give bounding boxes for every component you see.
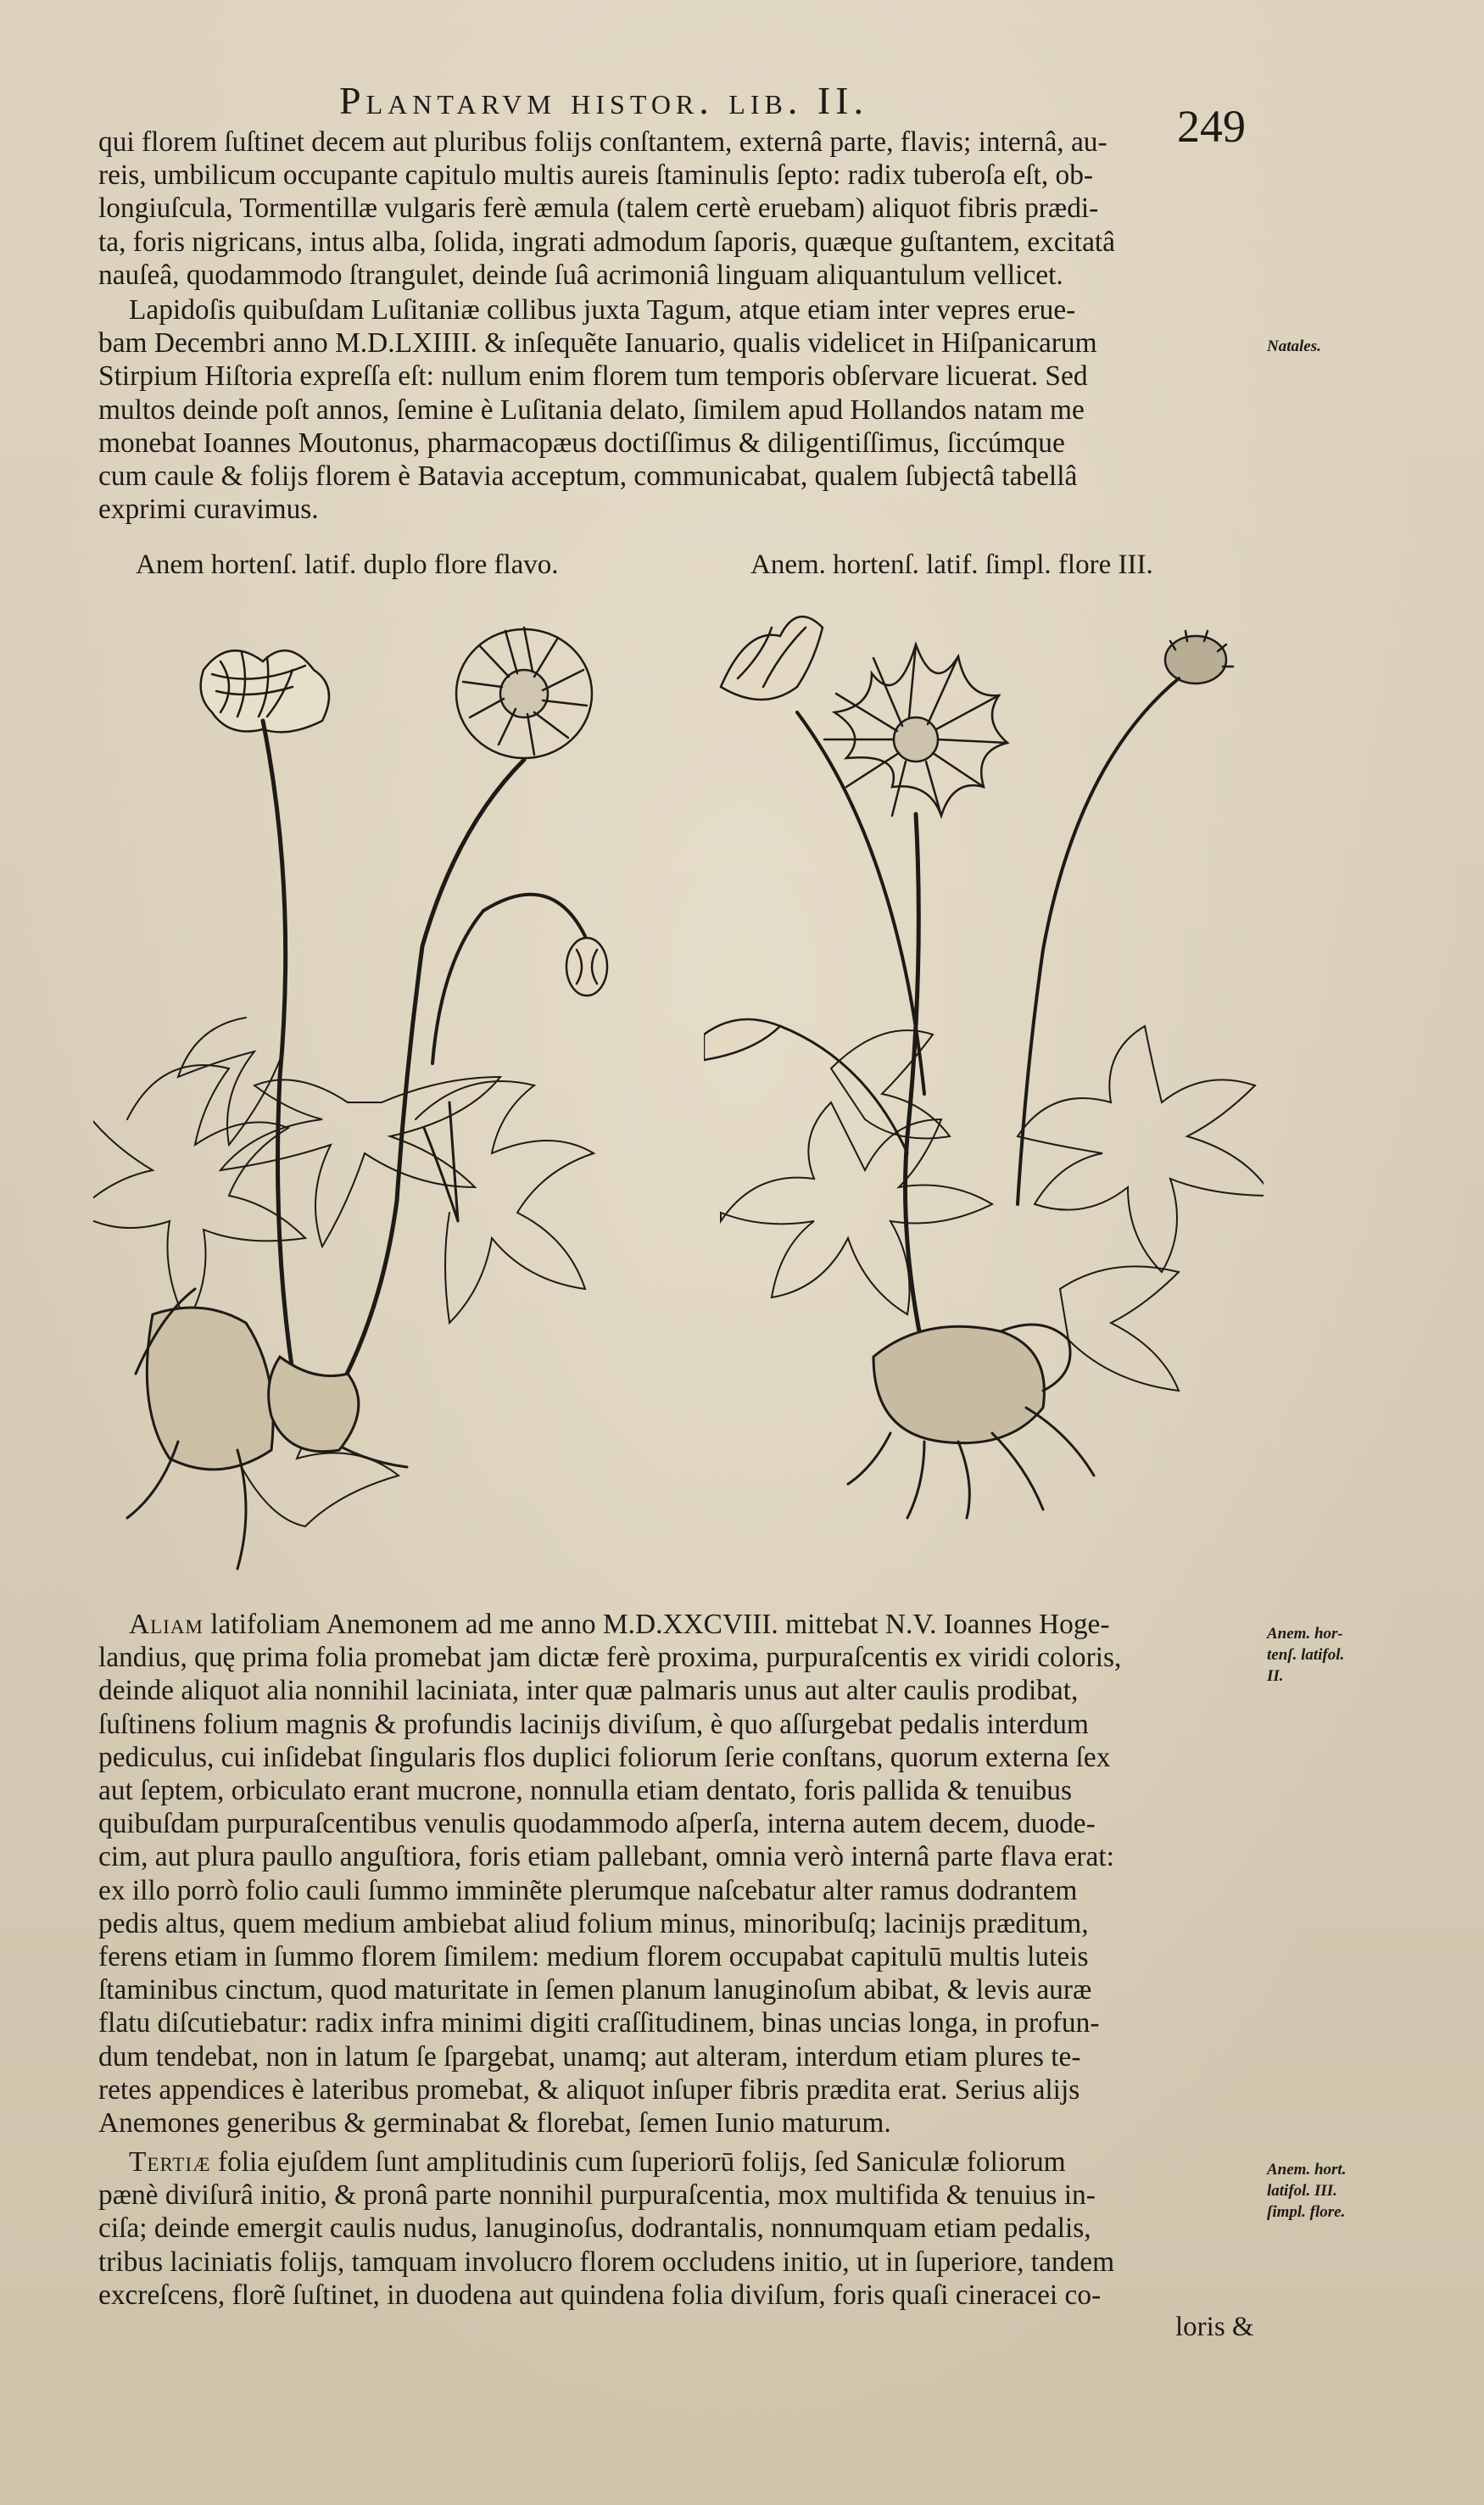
paragraph-4 bbox=[98, 2145, 1252, 2312]
text-line: cim, aut plura paullo anguſtiora, foris etiam pallebant, omnia verò internâ parte flava erat: bbox=[98, 1841, 1114, 1873]
tuberous-root bbox=[848, 1325, 1094, 1518]
text-line: Anemones generibus & germinabat & florebat, ſemen Iunio maturum. bbox=[98, 2107, 891, 2140]
nodding-bud bbox=[704, 1019, 780, 1060]
page-number: 249 bbox=[1177, 101, 1246, 152]
margin-note-line: latifol. III. bbox=[1267, 2182, 1337, 2200]
text-line: cum caule & folijs florem è Batavia acceptum, communicabat, qualem ſubjectâ tabellâ bbox=[98, 460, 1078, 493]
woodcut-anemone-double-flower bbox=[93, 594, 636, 1594]
open-flower-head bbox=[456, 628, 592, 758]
text-line: ciſa; deinde emergit caulis nudus, lanuginoſus, dodrantalis, nonnumquam etiam pedalis, bbox=[98, 2212, 1091, 2245]
running-title: Plantarvm histor. lib. II. bbox=[339, 79, 868, 122]
margin-note-line: Anem. hor- bbox=[1267, 1625, 1343, 1643]
text-line: Stirpium Hiſtoria expreſſa eſt: nullum enim florem tum temporis obſervare licuerat. Sed bbox=[98, 360, 1088, 393]
text-line: pænè diviſurâ initio, & pronâ parte nonnihil purpuraſcentia, mox multifida & tenuius in- bbox=[98, 2179, 1096, 2212]
side-flower-left bbox=[721, 616, 823, 700]
fruiting-head bbox=[1165, 631, 1233, 683]
text-line: ex illo porrò folio cauli ſummo imminẽte plerumque naſcebatur alter ramus dodrantem bbox=[98, 1874, 1078, 1906]
text-line: folia ejuſdem ſunt amplitudinis cum ſuperiorū folijs, ſed Saniculæ foliorum bbox=[217, 2146, 1066, 2178]
text-line: reis, umbilicum occupante capitulo multis aureis ſtaminulis ſepto: radix tuberoſa eſt, ob- bbox=[98, 159, 1094, 192]
plant-illustration-left bbox=[93, 594, 636, 1594]
margin-note-line: II. bbox=[1267, 1667, 1284, 1685]
text-line: pediculus, cui inſidebat ſingularis flos duplici foliorum ſerie conſtans, quorum externa ſex bbox=[98, 1741, 1111, 1773]
text-line: qui florem ſuſtinet decem aut pluribus folijs conſtantem, externâ parte, flavis; internâ, au- bbox=[98, 126, 1107, 158]
woodcut-anemone-single-flower bbox=[704, 594, 1264, 1526]
text-line: quibuſdam purpuraſcentibus venulis quodammodo aſperſa, interna autem decem, duode- bbox=[98, 1808, 1096, 1840]
figure-left-caption: Anem hortenſ. latif. duplo flore flavo. bbox=[136, 550, 559, 580]
figure-right-caption: Anem. hortenſ. latif. ſimpl. flore III. bbox=[750, 550, 1153, 580]
paragraph-2 bbox=[98, 293, 1218, 526]
text-line: bam Decembri anno M.D.LXIIII. & inſequẽte Ianuario, qualis videlicet in Hiſpanicarum bbox=[98, 327, 1097, 360]
text-line: multos deinde poſt annos, ſemine è Luſitania delato, ſimilem apud Hollandos natam me bbox=[98, 393, 1085, 426]
lead-word: Tertiæ bbox=[129, 2146, 211, 2178]
text-line: latifoliam Anemonem ad me anno M.D.XXCVIII. mittebat N.V. Ioannes Hoge- bbox=[210, 1609, 1110, 1640]
flower-bud bbox=[566, 938, 607, 996]
plant-illustration-right bbox=[704, 594, 1264, 1526]
text-line: Lapidoſis quibuſdam Luſitaniæ collibus juxta Tagum, atque etiam inter vepres erue- bbox=[129, 294, 1076, 326]
margin-note-natales: Natales. bbox=[1267, 338, 1321, 355]
text-line: longiuſcula, Tormentillæ vulgaris ferè æmula (talem certè eruebam) aliquot fibris prædi- bbox=[98, 192, 1099, 225]
text-line: exprimi curavimus. bbox=[98, 494, 319, 526]
margin-note-line: ſimpl. flore. bbox=[1267, 2203, 1346, 2221]
text-line: nauſeâ, quodammodo ſtrangulet, deinde ſuâ acrimoniâ linguam aliquantulum vellicet. bbox=[98, 259, 1063, 291]
double-flower-head bbox=[201, 650, 329, 732]
text-line: flatu diſcutiebatur: radix infra minimi digiti craſſitudinem, binas uncias longa, in profun- bbox=[98, 2007, 1100, 2039]
text-line: pedis altus, quem medium ambiebat aliud folium minus, minoribuſq; lacinijs præditum, bbox=[98, 1907, 1089, 1939]
text-line: landius, quę prima folia promebat jam dictæ ferè proxima, purpuraſcentis ex viridi coloris, bbox=[98, 1642, 1122, 1674]
text-line: monebat Ioannes Moutonus, pharmacopæus doctiſſimus & diligentiſſimus, ſiccúmque bbox=[98, 427, 1065, 459]
margin-note-anem-hortens-latifol-2 bbox=[1267, 1623, 1344, 1687]
margin-note-line: Anem. hort. bbox=[1267, 2161, 1347, 2179]
margin-note-line: tenſ. latifol. bbox=[1267, 1646, 1345, 1664]
paragraph-1 bbox=[98, 126, 1218, 292]
text-line: excreſcens, florẽ ſuſtinet, in duodena aut quindena folia diviſum, foris quaſi cineracei co- bbox=[98, 2279, 1102, 2311]
text-line: ſuſtinens folium magnis & profundis lacinijs diviſum, è quo aſſurgebat pedalis interdum bbox=[98, 1708, 1089, 1740]
text-line: tribus laciniatis folijs, tamquam involucro florem occludens initio, ut in ſuperiore, tandem bbox=[98, 2246, 1115, 2278]
catchword: loris & bbox=[1175, 2312, 1254, 2342]
text-line: ſtaminibus cinctum, quod maturitate in ſemen planum lanuginoſum abibat, & levis auræ bbox=[98, 1974, 1092, 2006]
text-line: aut ſeptem, orbiculato erant mucrone, nonnulla etiam dentato, foris pallida & tenuibus bbox=[98, 1775, 1072, 1807]
paragraph-3 bbox=[98, 1608, 1252, 2140]
text-line: deinde aliquot alia nonnihil laciniata, inter quæ palmaris unus aut alter caulis prodibat, bbox=[98, 1675, 1079, 1707]
text-line: ta, foris nigricans, intus alba, ſolida, ingrati admodum ſaporis, quæque guſtantem, excitatâ bbox=[98, 226, 1115, 258]
single-flower-head bbox=[824, 644, 1007, 816]
text-line: dum tendebat, non in latum ſe ſpargebat, unamq; aut alteram, interdum etiam plures te- bbox=[98, 2040, 1081, 2073]
text-line: retes appendices è lateribus promebat, & aliquot inſuper fibris prædita erat. Serius alijs bbox=[98, 2073, 1080, 2106]
text-line: ferens etiam in ſummo florem ſimilem: medium florem occupabat capitulū multis luteis bbox=[98, 1941, 1089, 1973]
lead-word: Aliam bbox=[129, 1609, 204, 1640]
margin-note-anem-hort-latifol-3 bbox=[1267, 2159, 1346, 2223]
